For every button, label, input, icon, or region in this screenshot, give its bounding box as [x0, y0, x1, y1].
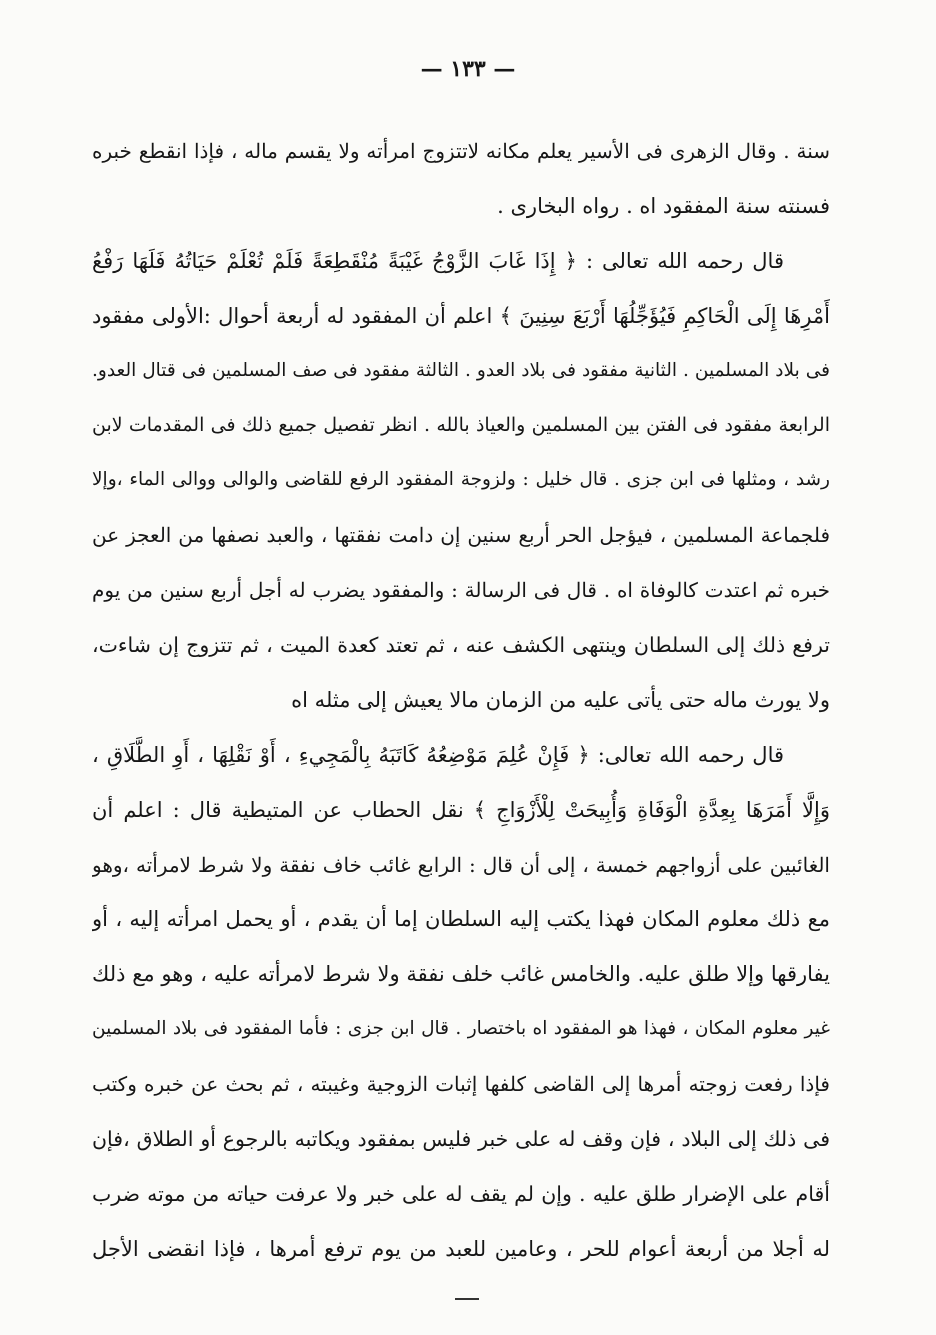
text-line: فى ذلك إلى البلاد ، فإن وقف له على خبر فليس بمفقود ويكاتبه بالرجوع أو الطلاق ،فإن — [92, 1127, 830, 1152]
text-line: وَإِلَّا أَمَرَهَا بِعِدَّةِ الْوَفَاةِ وَأُبِيحَتْ لِلْأَزْوَاجِ ﴾ نقل الحطاب عن المتيطية قال : اعلم أن — [92, 797, 830, 822]
text-line: مع ذلك معلوم المكان فهذا يكتب إليه السلطان إما أن يقدم ، أو يحمل امرأته إليه ، أو — [92, 907, 830, 932]
text-line: ترفع ذلك إلى السلطان وينتهى الكشف عنه ، ثم تعتد كعدة الميت ، ثم تتزوج إن شاءت، — [92, 633, 830, 658]
text-line: فلجماعة المسلمين ، فيؤجل الحر أربع سنين إن دامت نفقتها ، والعبد نصفها من العجز عن — [92, 523, 830, 548]
text-line: يفارقها وإلا طلق عليه. والخامس غائب خلف نفقة ولا شرط لامرأته عليه ، وهو مع ذلك — [92, 962, 830, 987]
text-line: غير معلوم المكان ، فهذا هو المفقود اه باختصار . قال ابن جزى : فأما المفقود فى بلاد المسلمين — [92, 1018, 830, 1040]
footer-mark — [455, 1298, 479, 1300]
text-line: الرابعة مفقود فى الفتن بين المسلمين والعياذ بالله . انظر تفصيل جميع ذلك فى المقدمات لابن — [92, 414, 830, 437]
text-line: فى بلاد المسلمين . الثانية مفقود فى بلاد العدو . الثالثة مفقود فى صف المسلمين فى قتال العدو. — [92, 359, 830, 381]
text-line: له أجلا من أربعة أعوام للحر ، وعامين للعبد من يوم ترفع أمرها ، فإذا انقضى الأجل — [92, 1236, 830, 1261]
text-line: أَمْرِهَا إِلَى الْحَاكِمِ فَيُؤَجِّلُهَا أَرْبَعَ سِنِينَ ﴾ اعلم أن المفقود له أربعة أحوال :الأولى مفقود — [92, 303, 830, 328]
text-line: ولا يورث ماله حتى يأتى عليه من الزمان مالا يعيش إلى مثله اه — [291, 687, 830, 712]
text-line: فسنته سنة المفقود اه . رواه البخارى . — [497, 193, 830, 218]
text-line: فإذا رفعت زوجته أمرها إلى القاضى كلفها إثبات الزوجية وغيبته ، ثم بحث عن خبره وكتب — [92, 1072, 830, 1097]
text-line: قال رحمه الله تعالى: ﴿ فَإِنْ عُلِمَ مَوْضِعُهُ كَاتَبَهُ بِالْمَجِيءِ ، أَوْ نَقْلِهَا ، أَوِ الطَّلَاقِ ، — [92, 742, 784, 767]
text-line: خبره ثم اعتدت كالوفاة اه . قال فى الرسالة : والمفقود يضرب له أجل أربع سنين من يوم — [92, 578, 830, 603]
text-line: سنة . وقال الزهرى فى الأسير يعلم مكانه لاتتزوج امرأته ولا يقسم ماله ، فإذا انقطع خبره — [92, 139, 830, 163]
text-line: الغائبين على أزواجهم خمسة ، إلى أن قال : الرابع غائب خاف نفقة ولا شرط لامرأته ،وهو — [92, 852, 830, 877]
text-line: رشد ، ومثلها فى ابن جزى . قال خليل : ولزوجة المفقود الرفع للقاضى والوالى ووالى الماء ،وإلا — [92, 469, 830, 491]
text-line: أقام على الإضرار طلق عليه . وإن لم يقف له على خبر ولا عرفت حياته من موته ضرب — [92, 1181, 830, 1206]
page-number: — ١٣٣ — — [420, 56, 516, 82]
text-line: قال رحمه الله تعالى : ﴿ إِذَا غَابَ الزَّوْجُ غَيْبَةً مُنْقَطِعَةً فَلَمْ تُعْلَمْ حَيَاتُهُ فَلَهَا رَفْعُ — [92, 248, 784, 273]
body-text — [92, 124, 830, 1277]
